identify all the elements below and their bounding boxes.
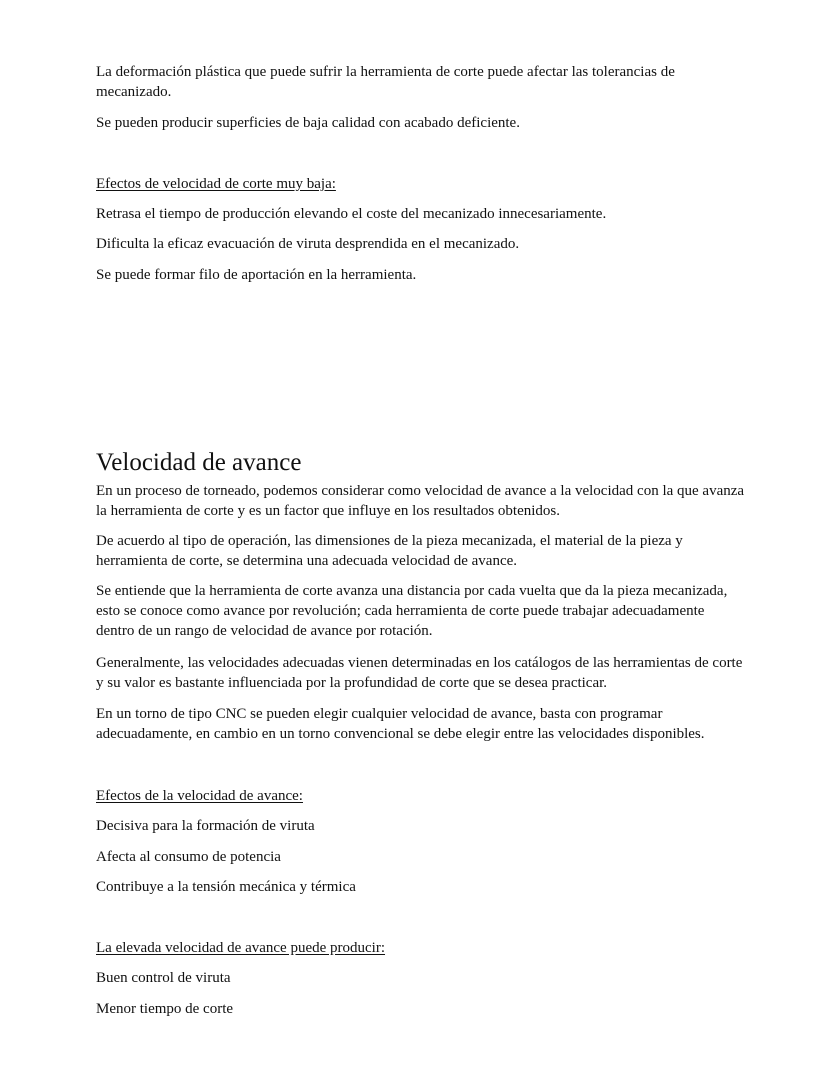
heading-high-feed-effects: La elevada velocidad de avance puede producir: — [96, 940, 386, 956]
list-item: Dificulta la eficaz evacuación de viruta desprendida en el mecanizado. — [96, 236, 520, 252]
heading-low-cutting-speed-effects: Efectos de velocidad de corte muy baja: — [96, 176, 336, 192]
heading-feed-effects: Efectos de la velocidad de avance: — [96, 788, 303, 804]
paragraph-feed-determination: De acuerdo al tipo de operación, las dimensiones de la pieza mecanizada, el material de la pieza y herramienta de corte, se determina una adecuada velocidad de avance. — [96, 533, 683, 569]
list-item: Menor tiempo de corte — [96, 1001, 234, 1017]
paragraph-feed-cnc: En un torno de tipo CNC se pueden elegir cualquier velocidad de avance, basta con programar adecuadamente, en cambio en un torno convencional se debe elegir entre las velocidades disponibles. — [96, 706, 705, 742]
paragraph-feed-per-revolution: Se entiende que la herramienta de corte avanza una distancia por cada vuelta que da la pieza mecanizada, esto se conoce como avance por revolución; cada herramienta de corte puede trabajar adecuadamente dentro de un rango de velocidad de avance por rotación. — [96, 583, 728, 639]
list-item: Buen control de viruta — [96, 970, 231, 986]
list-item: Contribuye a la tensión mecánica y térmica — [96, 879, 356, 895]
list-item: Retrasa el tiempo de producción elevando el coste del mecanizado innecesariamente. — [96, 206, 607, 222]
list-item: Se puede formar filo de aportación en la herramienta. — [96, 267, 417, 283]
paragraph-feed-catalogs: Generalmente, las velocidades adecuadas vienen determinadas en los catálogos de las herramientas de corte y su valor es bastante influenciada por la profundidad de corte que se desea practicar. — [96, 655, 743, 691]
list-item: Decisiva para la formación de viruta — [96, 818, 315, 834]
paragraph-low-quality-surfaces: Se pueden producir superficies de baja calidad con acabado deficiente. — [96, 115, 520, 131]
paragraph-feed-definition: En un proceso de torneado, podemos considerar como velocidad de avance a la velocidad con la que avanza la herramienta de corte y es un factor que influye en los resultados obtenidos. — [96, 483, 745, 519]
list-item: Afecta al consumo de potencia — [96, 849, 281, 865]
paragraph-tool-deformation: La deformación plástica que puede sufrir la herramienta de corte puede afectar las tolerancias de mecanizado. — [96, 64, 675, 100]
section-title-feed-rate: Velocidad de avance — [96, 449, 302, 476]
